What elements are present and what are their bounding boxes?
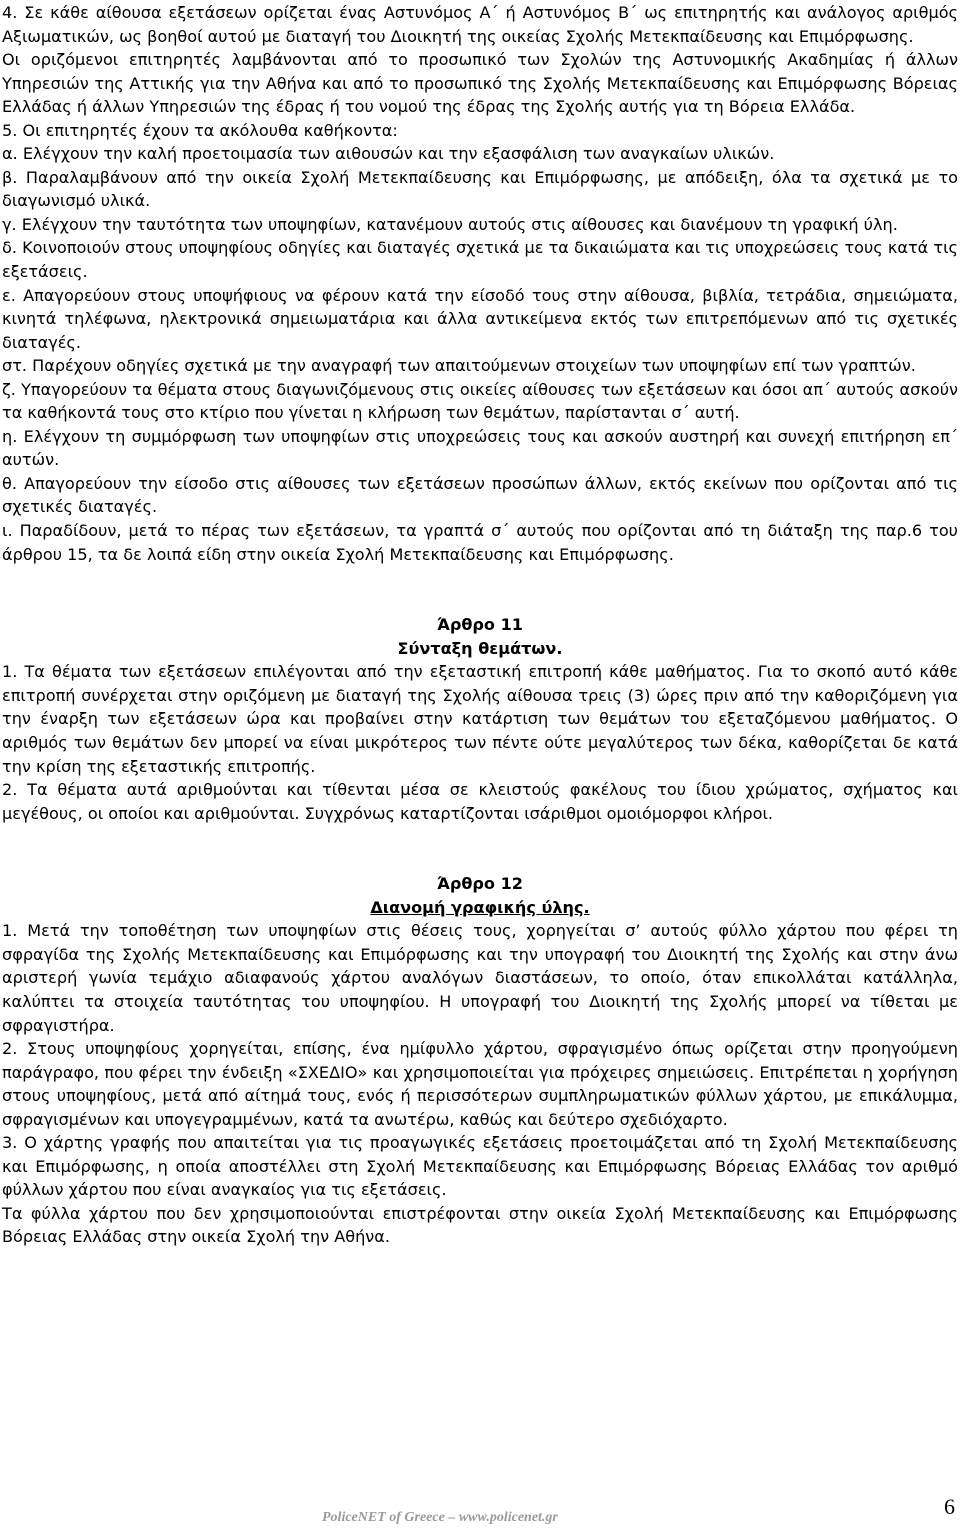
page-number: 6 bbox=[944, 1494, 955, 1519]
spacer bbox=[2, 566, 958, 590]
article-12-paragraph-4: Τα φύλλα χάρτου που δεν χρησιμοποιούνται επιστρέφονται στην οικεία Σχολή Μετεκπαίδευσης και Επιμόρφωσης Βόρειας Ελλάδας στην οικεία Σχολή την Αθήνα. bbox=[2, 1203, 958, 1247]
spacer bbox=[2, 590, 958, 614]
article-11-paragraph-1: 1. Τα θέματα των εξετάσεων επιλέγονται από την εξεταστική επιτροπή κάθε μαθήματος. Για το σκοπό αυτό κάθε επιτροπή συνέρχεται στην οριζόμενη με διαταγή της Σχολής αίθουσα τρεις (3) ώρες πριν από την καθοριζόμενη για την έναρξη των εξετάσεων ώρα και προβαίνει στην κατάρτιση των θεμάτων του εξεταζόμενου μαθήματος. Ο αριθμός των θεμάτων δεν μπορεί να είναι μικρότερος των πέντε ούτε μεγαλύτερος των δέκα, καθορίζεται δε κατά την κρίση της εξεταστικής επιτροπής. bbox=[2, 662, 958, 776]
article-12-paragraph-1: 1. Μετά την τοποθέτηση των υποψηφίων στις θέσεις τους, χορηγείται σ’ αυτούς φύλλο χάρτου που φέρει τη σφραγίδα της Σχολής Μετεκπαίδευσης και Επιμόρφωσης και την υπογραφή του Διοικητή της Σχολής και στην άνω αριστερή γωνία τεμάχιο αδιαφανούς χάρτου αναλόγων διαστάσεων, το οποίο, όταν επικολλάται κατάλληλα, καλύπτει τα στοιχεία ταυτότητας του υποψηφίου. Η υπογραφή του Διοικητή της Σχολής μπορεί να τίθεται με σφραγιστήρα. bbox=[2, 921, 958, 1035]
article-11-title: Σύνταξη θεμάτων. bbox=[397, 638, 563, 658]
duty-e: ε. Απαγορεύουν στους υποψήφιους να φέρουν κατά την είσοδό τους στην αίθουσα, βιβλία, τετράδια, σημειώματα, κινητά τηλέφωνα, ηλεκτρονικά σημειωματάρια και άλλα αντικείμενα εκτός των επιτρεπόμενων από τις σχετικές διαταγές. bbox=[2, 285, 958, 352]
spacer bbox=[2, 825, 958, 849]
duty-b: β. Παραλαμβάνουν από την οικεία Σχολή Μετεκπαίδευσης και Επιμόρφωσης, με απόδειξη, όλα τα σχετικά με το διαγωνισμό υλικά. bbox=[2, 167, 958, 211]
article-11-number: Άρθρο 11 bbox=[437, 615, 523, 635]
article-12-paragraph-2: 2. Στους υποψηφίους χορηγείται, επίσης, ένα ημίφυλλο χάρτου, σφραγισμένο όπως ορίζεται στην προηγούμενη παράγραφο, που φέρει την ένδειξη «ΣΧΕΔΙΟ» και χρησιμοποιείται για πρόχειρες σημειώσεις. Επιτρέπεται η χορήγηση στους υποψηφίους, μετά από αίτημά τους, ενός ή περισσότερων συμπληρωματικών φύλλων χάρτου, με επικάλυμμα, σφραγισμένων και υπογεγραμμένων, κατά τα ανωτέρω, καθώς και δεύτερο σχεδιόχαρτο. bbox=[2, 1039, 958, 1129]
duty-h: η. Ελέγχουν τη συμμόρφωση των υποψηφίων στις υποχρεώσεις τους και ασκούν αυστηρή και συνεχή επιτήρηση επ΄ αυτών. bbox=[2, 426, 958, 470]
duty-a: α. Ελέγχουν την καλή προετοιμασία των αιθουσών και την εξασφάλιση των αναγκαίων υλικών. bbox=[2, 144, 775, 164]
paragraph-supervisors: Οι οριζόμενοι επιτηρητές λαμβάνονται από το προσωπικό των Σχολών της Αστυνομικής Ακαδημίας ή άλλων Υπηρεσιών της Αττικής για την Αθήνα και από το προσωπικό της Σχολής Μετεκπαίδευσης και Επιμόρφωσης Βόρειας Ελλάδας ή άλλων Υπηρεσιών της έδρας ή του νομού της έδρας της Σχολής αυτής για τη Βόρεια Ελλάδα. bbox=[2, 50, 958, 117]
duty-st: στ. Παρέχουν οδηγίες σχετικά με την αναγραφή των απαιτούμενων στοιχείων των υποψηφίων επί των γραπτών. bbox=[2, 356, 916, 376]
duty-z: ζ. Υπαγορεύουν τα θέματα στους διαγωνιζόμενους στις οικείες αίθουσες των εξετάσεων και όσοι απ΄ αυτούς ασκούν τα καθήκοντά τους στο κτίριο που γίνεται η κλήρωση των θεμάτων, παρίστανται σ΄ αυτή. bbox=[2, 379, 958, 423]
paragraph-5: 5. Οι επιτηρητές έχουν τα ακόλουθα καθήκοντα: bbox=[2, 120, 398, 140]
paragraph-4: 4. Σε κάθε αίθουσα εξετάσεων ορίζεται ένας Αστυνόμος Α΄ ή Αστυνόμος Β΄ ως επιτηρητής και ανάλογος αριθμός Αξιωματικών, ως βοηθοί αυτού με διαταγή του Διοικητή της οικείας Σχολής Μετεκπαίδευσης και Επιμόρφωσης. bbox=[2, 3, 958, 46]
article-12-paragraph-3: 3. Ο χάρτης γραφής που απαιτείται για τις προαγωγικές εξετάσεις προετοιμάζεται από τη Σχολή Μετεκπαίδευσης και Επιμόρφωσης, η οποία αποστέλλει στη Σχολή Μετεκπαίδευσης και Επιμόρφωσης Βόρειας Ελλάδας τον αριθμό φύλλων χάρτου που είναι αναγκαίος για τις εξετάσεις. bbox=[2, 1133, 958, 1200]
duty-th: θ. Απαγορεύουν την είσοδο στις αίθουσες των εξετάσεων προσώπων άλλων, εκτός εκείνων που ορίζονται από τις σχετικές διαταγές. bbox=[2, 473, 958, 517]
article-12-number: Άρθρο 12 bbox=[437, 874, 523, 894]
document-body bbox=[0, 1, 958, 1249]
footer-source-text: PoliceNET of Greece – www.policenet.gr bbox=[322, 1510, 558, 1525]
article-12-title: Διανομή γραφικής ύλης. bbox=[370, 897, 590, 917]
page-footer bbox=[0, 1494, 960, 1531]
spacer bbox=[2, 849, 958, 873]
article-11-paragraph-2: 2. Τα θέματα αυτά αριθμούνται και τίθενται μέσα σε κλειστούς φακέλους του ίδιου χρώματος, σχήματος και μεγέθους, οι οποίοι και αριθμούνται. Συγχρόνως καταρτίζονται ισάριθμοι ομοιόμορφοι κλήροι. bbox=[2, 780, 958, 823]
duty-c: γ. Ελέγχουν την ταυτότητα των υποψηφίων, κατανέμουν αυτούς στις αίθουσες και διανέμουν τη γραφική ύλη. bbox=[2, 214, 898, 234]
duty-d: δ. Κοινοποιούν στους υποψηφίους οδηγίες και διαταγές σχετικά με τα δικαιώματα και τις υποχρεώσεις τους κατά τις εξετάσεις. bbox=[2, 238, 958, 282]
duty-i: ι. Παραδίδουν, μετά το πέρας των εξετάσεων, τα γραπτά σ΄ αυτούς που ορίζονται από τη διάταξη της παρ.6 του άρθρου 15, τα δε λοιπά είδη στην οικεία Σχολή Μετεκπαίδευσης και Επιμόρφωσης. bbox=[2, 521, 958, 564]
